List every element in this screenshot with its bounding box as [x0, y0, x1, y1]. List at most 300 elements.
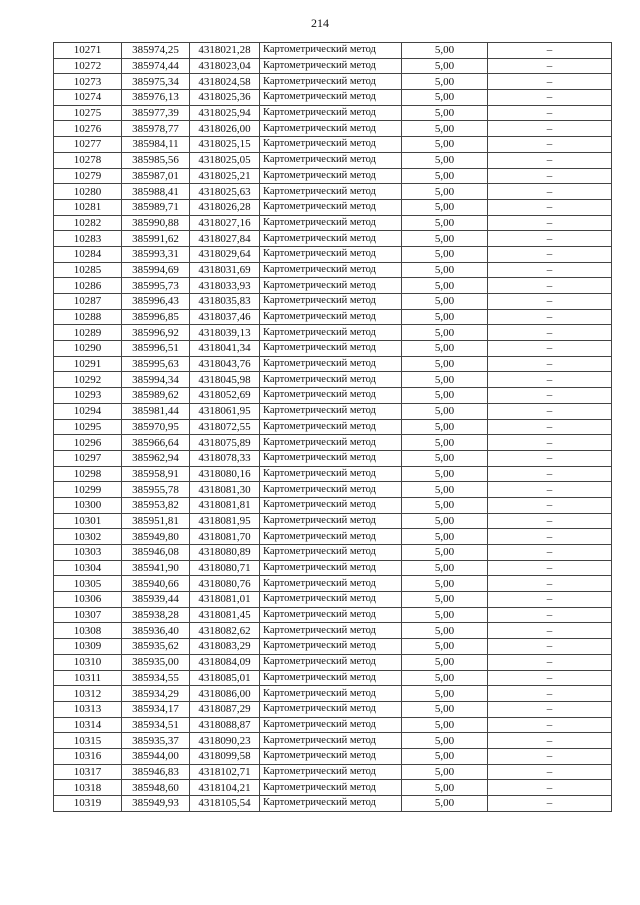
y-coordinate-cell: 4318043,76: [190, 356, 260, 372]
accuracy-cell: 5,00: [402, 294, 488, 310]
point-number-cell: 10317: [54, 764, 122, 780]
method-cell: Картометрический метод: [260, 607, 402, 623]
table-row: [54, 199, 612, 215]
method-cell: Картометрический метод: [260, 199, 402, 215]
x-coordinate-cell: 385984,11: [122, 137, 190, 153]
table-row: [54, 764, 612, 780]
accuracy-cell: 5,00: [402, 780, 488, 796]
method-cell: Картометрический метод: [260, 278, 402, 294]
accuracy-cell: 5,00: [402, 717, 488, 733]
accuracy-cell: 5,00: [402, 105, 488, 121]
accuracy-cell: 5,00: [402, 796, 488, 812]
note-cell: –: [488, 90, 612, 106]
method-cell: Картометрический метод: [260, 58, 402, 74]
note-cell: –: [488, 341, 612, 357]
table-row: [54, 58, 612, 74]
note-cell: –: [488, 231, 612, 247]
note-cell: –: [488, 592, 612, 608]
accuracy-cell: 5,00: [402, 184, 488, 200]
note-cell: –: [488, 717, 612, 733]
accuracy-cell: 5,00: [402, 686, 488, 702]
method-cell: Картометрический метод: [260, 121, 402, 137]
point-number-cell: 10273: [54, 74, 122, 90]
accuracy-cell: 5,00: [402, 748, 488, 764]
note-cell: –: [488, 686, 612, 702]
accuracy-cell: 5,00: [402, 152, 488, 168]
accuracy-cell: 5,00: [402, 278, 488, 294]
point-number-cell: 10309: [54, 639, 122, 655]
accuracy-cell: 5,00: [402, 356, 488, 372]
point-number-cell: 10312: [54, 686, 122, 702]
accuracy-cell: 5,00: [402, 231, 488, 247]
point-number-cell: 10285: [54, 262, 122, 278]
point-number-cell: 10308: [54, 623, 122, 639]
y-coordinate-cell: 4318087,29: [190, 701, 260, 717]
method-cell: Картометрический метод: [260, 576, 402, 592]
x-coordinate-cell: 385962,94: [122, 450, 190, 466]
x-coordinate-cell: 385996,92: [122, 325, 190, 341]
table-row: [54, 796, 612, 812]
x-coordinate-cell: 385996,51: [122, 341, 190, 357]
x-coordinate-cell: 385934,29: [122, 686, 190, 702]
y-coordinate-cell: 4318086,00: [190, 686, 260, 702]
note-cell: –: [488, 623, 612, 639]
y-coordinate-cell: 4318099,58: [190, 748, 260, 764]
point-number-cell: 10294: [54, 403, 122, 419]
accuracy-cell: 5,00: [402, 43, 488, 59]
y-coordinate-cell: 4318081,45: [190, 607, 260, 623]
method-cell: Картометрический метод: [260, 152, 402, 168]
x-coordinate-cell: 385966,64: [122, 435, 190, 451]
note-cell: –: [488, 372, 612, 388]
method-cell: Картометрический метод: [260, 717, 402, 733]
table-row: [54, 121, 612, 137]
table-row: [54, 748, 612, 764]
method-cell: Картометрический метод: [260, 309, 402, 325]
note-cell: –: [488, 309, 612, 325]
note-cell: –: [488, 701, 612, 717]
accuracy-cell: 5,00: [402, 482, 488, 498]
accuracy-cell: 5,00: [402, 592, 488, 608]
method-cell: Картометрический метод: [260, 748, 402, 764]
point-number-cell: 10305: [54, 576, 122, 592]
table-row: [54, 215, 612, 231]
method-cell: Картометрический метод: [260, 90, 402, 106]
y-coordinate-cell: 4318090,23: [190, 733, 260, 749]
x-coordinate-cell: 385938,28: [122, 607, 190, 623]
method-cell: Картометрический метод: [260, 105, 402, 121]
method-cell: Картометрический метод: [260, 466, 402, 482]
note-cell: –: [488, 137, 612, 153]
table-row: [54, 356, 612, 372]
point-number-cell: 10316: [54, 748, 122, 764]
table-row: [54, 654, 612, 670]
table-row: [54, 545, 612, 561]
note-cell: –: [488, 764, 612, 780]
method-cell: Картометрический метод: [260, 780, 402, 796]
y-coordinate-cell: 4318105,54: [190, 796, 260, 812]
table-row: [54, 670, 612, 686]
note-cell: –: [488, 748, 612, 764]
y-coordinate-cell: 4318023,04: [190, 58, 260, 74]
method-cell: Картометрический метод: [260, 137, 402, 153]
x-coordinate-cell: 385934,51: [122, 717, 190, 733]
accuracy-cell: 5,00: [402, 670, 488, 686]
y-coordinate-cell: 4318104,21: [190, 780, 260, 796]
accuracy-cell: 5,00: [402, 325, 488, 341]
method-cell: Картометрический метод: [260, 450, 402, 466]
accuracy-cell: 5,00: [402, 639, 488, 655]
x-coordinate-cell: 385935,62: [122, 639, 190, 655]
y-coordinate-cell: 4318088,87: [190, 717, 260, 733]
point-number-cell: 10310: [54, 654, 122, 670]
x-coordinate-cell: 385934,17: [122, 701, 190, 717]
point-number-cell: 10281: [54, 199, 122, 215]
accuracy-cell: 5,00: [402, 450, 488, 466]
table-row: [54, 733, 612, 749]
y-coordinate-cell: 4318026,00: [190, 121, 260, 137]
note-cell: –: [488, 152, 612, 168]
point-number-cell: 10314: [54, 717, 122, 733]
table-row: [54, 497, 612, 513]
method-cell: Картометрический метод: [260, 356, 402, 372]
accuracy-cell: 5,00: [402, 74, 488, 90]
point-number-cell: 10272: [54, 58, 122, 74]
method-cell: Картометрический метод: [260, 529, 402, 545]
method-cell: Картометрический метод: [260, 764, 402, 780]
note-cell: –: [488, 105, 612, 121]
accuracy-cell: 5,00: [402, 403, 488, 419]
table-row: [54, 74, 612, 90]
y-coordinate-cell: 4318102,71: [190, 764, 260, 780]
table-row: [54, 43, 612, 59]
accuracy-cell: 5,00: [402, 623, 488, 639]
accuracy-cell: 5,00: [402, 372, 488, 388]
point-number-cell: 10302: [54, 529, 122, 545]
y-coordinate-cell: 4318081,01: [190, 592, 260, 608]
y-coordinate-cell: 4318026,28: [190, 199, 260, 215]
coordinates-table: [53, 42, 612, 812]
point-number-cell: 10293: [54, 388, 122, 404]
table-row: [54, 419, 612, 435]
point-number-cell: 10283: [54, 231, 122, 247]
note-cell: –: [488, 796, 612, 812]
table-row: [54, 403, 612, 419]
y-coordinate-cell: 4318027,84: [190, 231, 260, 247]
point-number-cell: 10319: [54, 796, 122, 812]
x-coordinate-cell: 385995,63: [122, 356, 190, 372]
table-row: [54, 607, 612, 623]
x-coordinate-cell: 385981,44: [122, 403, 190, 419]
accuracy-cell: 5,00: [402, 545, 488, 561]
x-coordinate-cell: 385958,91: [122, 466, 190, 482]
method-cell: Картометрический метод: [260, 388, 402, 404]
accuracy-cell: 5,00: [402, 466, 488, 482]
point-number-cell: 10284: [54, 246, 122, 262]
method-cell: Картометрический метод: [260, 43, 402, 59]
note-cell: –: [488, 403, 612, 419]
y-coordinate-cell: 4318035,83: [190, 294, 260, 310]
y-coordinate-cell: 4318080,71: [190, 560, 260, 576]
accuracy-cell: 5,00: [402, 215, 488, 231]
method-cell: Картометрический метод: [260, 215, 402, 231]
note-cell: –: [488, 278, 612, 294]
x-coordinate-cell: 385941,90: [122, 560, 190, 576]
point-number-cell: 10274: [54, 90, 122, 106]
point-number-cell: 10278: [54, 152, 122, 168]
note-cell: –: [488, 545, 612, 561]
y-coordinate-cell: 4318024,58: [190, 74, 260, 90]
table-row: [54, 246, 612, 262]
point-number-cell: 10301: [54, 513, 122, 529]
x-coordinate-cell: 385953,82: [122, 497, 190, 513]
note-cell: –: [488, 325, 612, 341]
y-coordinate-cell: 4318021,28: [190, 43, 260, 59]
accuracy-cell: 5,00: [402, 435, 488, 451]
point-number-cell: 10290: [54, 341, 122, 357]
x-coordinate-cell: 385970,95: [122, 419, 190, 435]
table-row: [54, 576, 612, 592]
table-row: [54, 341, 612, 357]
method-cell: Картометрический метод: [260, 560, 402, 576]
point-number-cell: 10307: [54, 607, 122, 623]
y-coordinate-cell: 4318029,64: [190, 246, 260, 262]
y-coordinate-cell: 4318078,33: [190, 450, 260, 466]
accuracy-cell: 5,00: [402, 246, 488, 262]
method-cell: Картометрический метод: [260, 733, 402, 749]
note-cell: –: [488, 497, 612, 513]
note-cell: –: [488, 246, 612, 262]
table-row: [54, 168, 612, 184]
point-number-cell: 10277: [54, 137, 122, 153]
accuracy-cell: 5,00: [402, 497, 488, 513]
y-coordinate-cell: 4318081,95: [190, 513, 260, 529]
note-cell: –: [488, 294, 612, 310]
table-row: [54, 560, 612, 576]
table-row: [54, 372, 612, 388]
x-coordinate-cell: 385995,73: [122, 278, 190, 294]
method-cell: Картометрический метод: [260, 513, 402, 529]
note-cell: –: [488, 529, 612, 545]
y-coordinate-cell: 4318025,21: [190, 168, 260, 184]
y-coordinate-cell: 4318080,16: [190, 466, 260, 482]
y-coordinate-cell: 4318025,15: [190, 137, 260, 153]
method-cell: Картометрический метод: [260, 246, 402, 262]
x-coordinate-cell: 385978,77: [122, 121, 190, 137]
method-cell: Картометрический метод: [260, 231, 402, 247]
accuracy-cell: 5,00: [402, 607, 488, 623]
x-coordinate-cell: 385993,31: [122, 246, 190, 262]
x-coordinate-cell: 385944,00: [122, 748, 190, 764]
x-coordinate-cell: 385996,43: [122, 294, 190, 310]
point-number-cell: 10286: [54, 278, 122, 294]
y-coordinate-cell: 4318080,89: [190, 545, 260, 561]
accuracy-cell: 5,00: [402, 309, 488, 325]
note-cell: –: [488, 639, 612, 655]
y-coordinate-cell: 4318027,16: [190, 215, 260, 231]
table-row: [54, 450, 612, 466]
note-cell: –: [488, 199, 612, 215]
y-coordinate-cell: 4318081,30: [190, 482, 260, 498]
method-cell: Картометрический метод: [260, 74, 402, 90]
y-coordinate-cell: 4318025,94: [190, 105, 260, 121]
method-cell: Картометрический метод: [260, 654, 402, 670]
x-coordinate-cell: 385951,81: [122, 513, 190, 529]
x-coordinate-cell: 385976,13: [122, 90, 190, 106]
x-coordinate-cell: 385989,62: [122, 388, 190, 404]
table-row: [54, 686, 612, 702]
point-number-cell: 10276: [54, 121, 122, 137]
table-row: [54, 592, 612, 608]
accuracy-cell: 5,00: [402, 513, 488, 529]
note-cell: –: [488, 780, 612, 796]
x-coordinate-cell: 385940,66: [122, 576, 190, 592]
method-cell: Картометрический метод: [260, 545, 402, 561]
x-coordinate-cell: 385935,37: [122, 733, 190, 749]
point-number-cell: 10306: [54, 592, 122, 608]
method-cell: Картометрический метод: [260, 686, 402, 702]
table-row: [54, 482, 612, 498]
page-number: 214: [311, 16, 329, 30]
method-cell: Картометрический метод: [260, 403, 402, 419]
table-row: [54, 262, 612, 278]
y-coordinate-cell: 4318041,34: [190, 341, 260, 357]
y-coordinate-cell: 4318045,98: [190, 372, 260, 388]
y-coordinate-cell: 4318052,69: [190, 388, 260, 404]
note-cell: –: [488, 513, 612, 529]
x-coordinate-cell: 385939,44: [122, 592, 190, 608]
method-cell: Картометрический метод: [260, 168, 402, 184]
y-coordinate-cell: 4318081,70: [190, 529, 260, 545]
coordinates-table-body: [54, 43, 612, 812]
x-coordinate-cell: 385946,08: [122, 545, 190, 561]
method-cell: Картометрический метод: [260, 701, 402, 717]
method-cell: Картометрический метод: [260, 592, 402, 608]
point-number-cell: 10295: [54, 419, 122, 435]
y-coordinate-cell: 4318080,76: [190, 576, 260, 592]
note-cell: –: [488, 482, 612, 498]
method-cell: Картометрический метод: [260, 184, 402, 200]
accuracy-cell: 5,00: [402, 168, 488, 184]
point-number-cell: 10289: [54, 325, 122, 341]
table-row: [54, 184, 612, 200]
point-number-cell: 10313: [54, 701, 122, 717]
x-coordinate-cell: 385974,25: [122, 43, 190, 59]
y-coordinate-cell: 4318025,63: [190, 184, 260, 200]
x-coordinate-cell: 385989,71: [122, 199, 190, 215]
table-row: [54, 435, 612, 451]
point-number-cell: 10292: [54, 372, 122, 388]
table-row: [54, 231, 612, 247]
note-cell: –: [488, 435, 612, 451]
method-cell: Картометрический метод: [260, 262, 402, 278]
table-row: [54, 90, 612, 106]
note-cell: –: [488, 466, 612, 482]
note-cell: –: [488, 576, 612, 592]
point-number-cell: 10298: [54, 466, 122, 482]
note-cell: –: [488, 74, 612, 90]
table-row: [54, 278, 612, 294]
table-row: [54, 152, 612, 168]
note-cell: –: [488, 450, 612, 466]
point-number-cell: 10291: [54, 356, 122, 372]
note-cell: –: [488, 184, 612, 200]
note-cell: –: [488, 419, 612, 435]
table-row: [54, 529, 612, 545]
note-cell: –: [488, 560, 612, 576]
table-row: [54, 294, 612, 310]
y-coordinate-cell: 4318084,09: [190, 654, 260, 670]
method-cell: Картометрический метод: [260, 294, 402, 310]
point-number-cell: 10280: [54, 184, 122, 200]
point-number-cell: 10282: [54, 215, 122, 231]
y-coordinate-cell: 4318072,55: [190, 419, 260, 435]
x-coordinate-cell: 385974,44: [122, 58, 190, 74]
note-cell: –: [488, 654, 612, 670]
accuracy-cell: 5,00: [402, 137, 488, 153]
x-coordinate-cell: 385994,34: [122, 372, 190, 388]
method-cell: Картометрический метод: [260, 497, 402, 513]
x-coordinate-cell: 385975,34: [122, 74, 190, 90]
method-cell: Картометрический метод: [260, 341, 402, 357]
point-number-cell: 10271: [54, 43, 122, 59]
x-coordinate-cell: 385936,40: [122, 623, 190, 639]
x-coordinate-cell: 385985,56: [122, 152, 190, 168]
table-row: [54, 388, 612, 404]
x-coordinate-cell: 385987,01: [122, 168, 190, 184]
x-coordinate-cell: 385996,85: [122, 309, 190, 325]
note-cell: –: [488, 356, 612, 372]
x-coordinate-cell: 385988,41: [122, 184, 190, 200]
accuracy-cell: 5,00: [402, 90, 488, 106]
accuracy-cell: 5,00: [402, 560, 488, 576]
note-cell: –: [488, 607, 612, 623]
y-coordinate-cell: 4318033,93: [190, 278, 260, 294]
x-coordinate-cell: 385991,62: [122, 231, 190, 247]
point-number-cell: 10279: [54, 168, 122, 184]
point-number-cell: 10297: [54, 450, 122, 466]
point-number-cell: 10287: [54, 294, 122, 310]
method-cell: Картометрический метод: [260, 796, 402, 812]
accuracy-cell: 5,00: [402, 529, 488, 545]
method-cell: Картометрический метод: [260, 419, 402, 435]
point-number-cell: 10304: [54, 560, 122, 576]
x-coordinate-cell: 385994,69: [122, 262, 190, 278]
point-number-cell: 10296: [54, 435, 122, 451]
table-row: [54, 639, 612, 655]
y-coordinate-cell: 4318039,13: [190, 325, 260, 341]
point-number-cell: 10315: [54, 733, 122, 749]
method-cell: Картометрический метод: [260, 325, 402, 341]
y-coordinate-cell: 4318083,29: [190, 639, 260, 655]
y-coordinate-cell: 4318081,81: [190, 497, 260, 513]
point-number-cell: 10300: [54, 497, 122, 513]
method-cell: Картометрический метод: [260, 670, 402, 686]
table-row: [54, 325, 612, 341]
note-cell: –: [488, 733, 612, 749]
note-cell: –: [488, 262, 612, 278]
note-cell: –: [488, 58, 612, 74]
table-row: [54, 717, 612, 733]
method-cell: Картометрический метод: [260, 435, 402, 451]
note-cell: –: [488, 121, 612, 137]
note-cell: –: [488, 168, 612, 184]
y-coordinate-cell: 4318082,62: [190, 623, 260, 639]
x-coordinate-cell: 385949,93: [122, 796, 190, 812]
method-cell: Картометрический метод: [260, 482, 402, 498]
method-cell: Картометрический метод: [260, 372, 402, 388]
y-coordinate-cell: 4318031,69: [190, 262, 260, 278]
